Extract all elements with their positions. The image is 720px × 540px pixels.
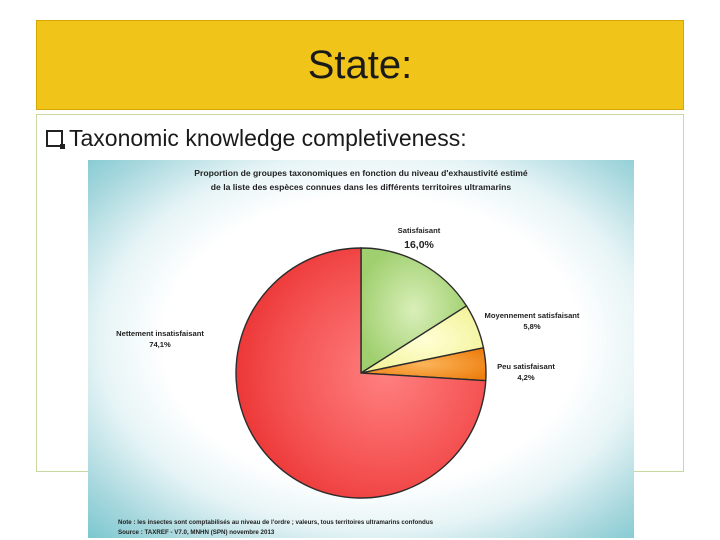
slice-value-0: 16,0% — [404, 239, 434, 251]
slice-label-3: Nettement insatisfaisant — [116, 329, 204, 338]
checkbox-bullet-icon — [46, 130, 63, 147]
bullet-text: Taxonomic knowledge completiveness: — [69, 124, 467, 151]
chart-title: Proportion de groupes taxonomiques en fonction du niveau d'exhaustivité estimé — [194, 168, 528, 178]
slice-label-0: Satisfaisant — [397, 226, 441, 235]
title-bar — [36, 20, 684, 110]
bullet-row — [46, 122, 467, 154]
chart-note: Note : les insectes sont comptabilisés au niveau de l'ordre ; valeurs, tous territoires ultramarins confondus — [118, 519, 434, 526]
pie-chart — [88, 160, 634, 538]
chart-source: Source : TAXREF - V7.0, MNHN (SPN) novembre 2013 — [118, 529, 275, 536]
slice-value-2: 4,2% — [517, 373, 535, 382]
slice-label-2: Peu satisfaisant — [497, 362, 555, 371]
slice-value-3: 74,1% — [149, 340, 171, 349]
slide-title: State: — [307, 42, 413, 87]
chart-subtitle: de la liste des espèces connues dans les différents territoires ultramarins — [210, 182, 512, 192]
chart-panel — [88, 160, 634, 538]
slice-value-1: 5,8% — [523, 322, 541, 331]
slice-label-1: Moyennement satisfaisant — [484, 311, 580, 320]
